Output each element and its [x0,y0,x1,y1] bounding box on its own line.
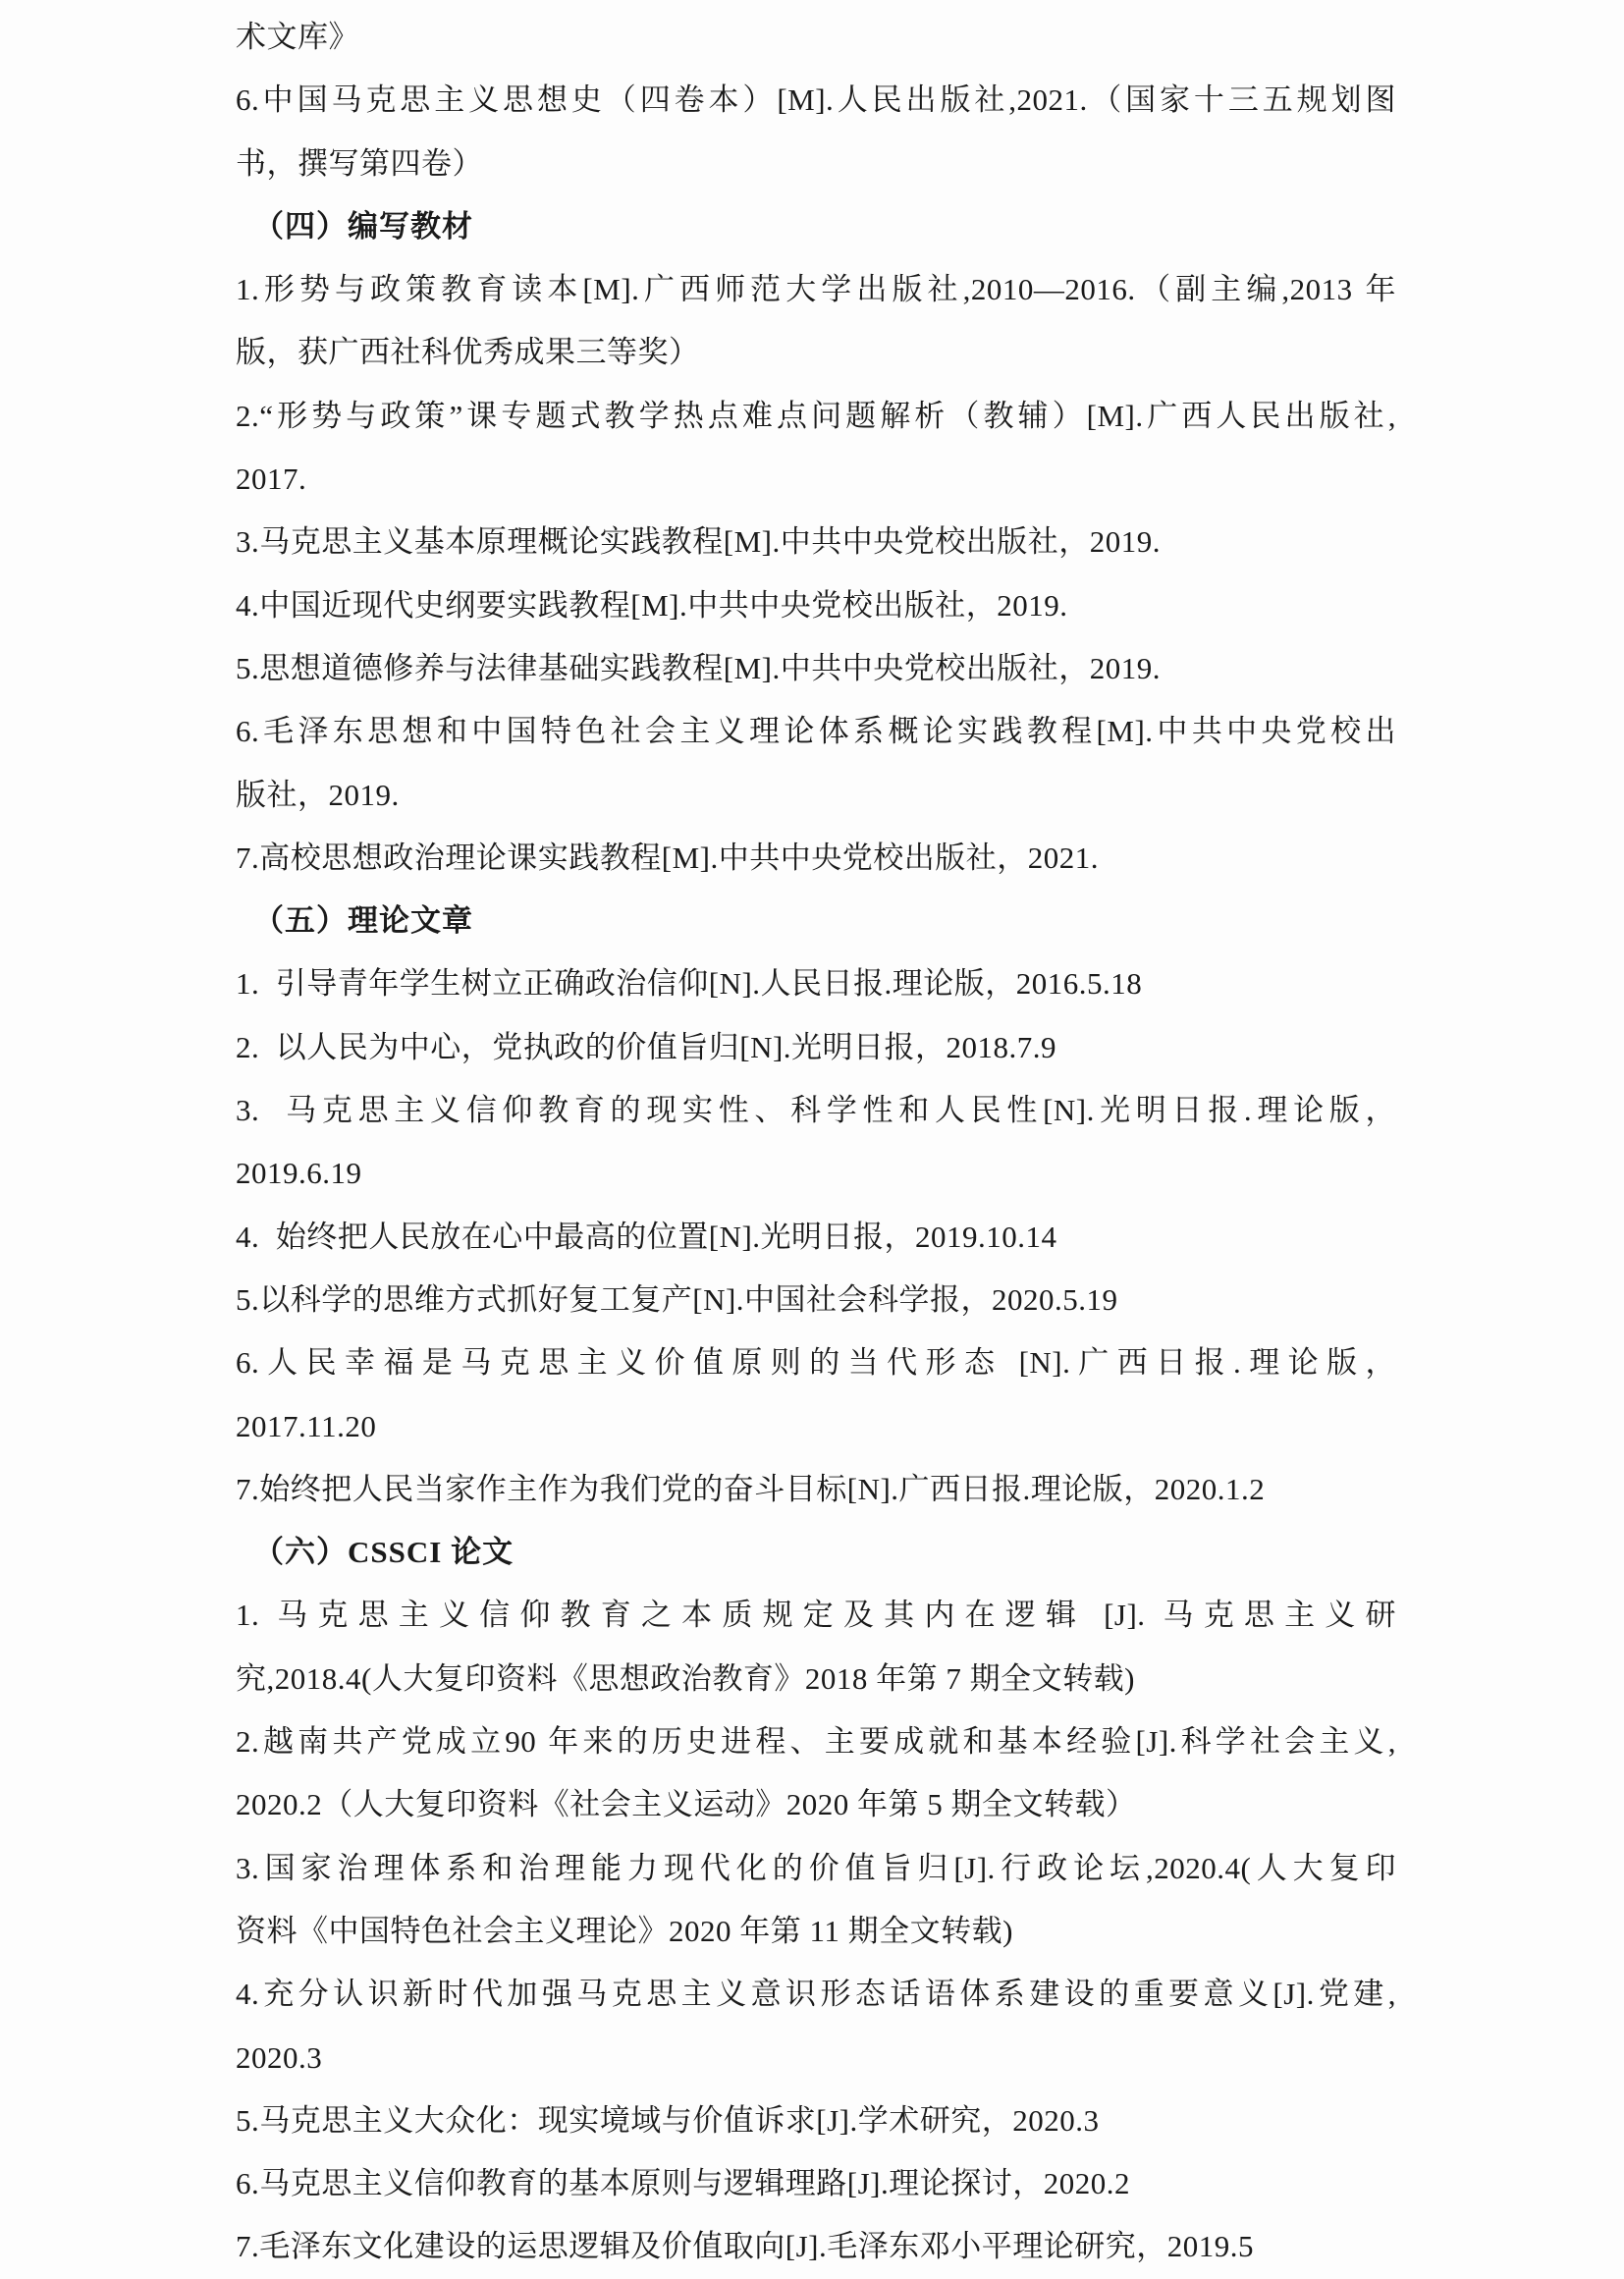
section-heading: （六）CSSCI 论文 [253,1535,514,1570]
text-line: 3.国家治理体系和治理能力现代化的价值旨归[J].行政论坛,2020.4(人大复印 [236,1850,1396,1885]
text-line: 究,2018.4(人大复印资料《思想政治教育》2018 年第 7 期全文转载) [236,1660,1135,1696]
text-line: 2.越南共产党成立90 年来的历史进程、主要成就和基本经验[J].科学社会主义, [236,1724,1396,1760]
text-line: 4. 始终把人民放在心中最高的位置[N].光明日报，2019.10.14 [236,1219,1057,1254]
text-line: 5.以科学的思维方式抓好复工复产[N].中国社会科学报，2020.5.19 [236,1281,1118,1317]
text-line: 1. 引导青年学生树立正确政治信仰[N].人民日报.理论版，2016.5.18 [236,966,1143,1002]
document-body [236,6,1396,2279]
text-line: 1. 马克思主义信仰教育之本质规定及其内在逻辑 [J]. 马克思主义研 [236,1598,1396,1633]
text-line: 术文库》 [236,20,359,54]
text-line: 7.毛泽东文化建设的运思逻辑及价值取向[J].毛泽东邓小平理论研究，2019.5 [236,2229,1254,2264]
text-line: 6.马克思主义信仰教育的基本原则与逻辑理路[J].理论探讨，2020.2 [236,2166,1130,2201]
section-heading: （五）理论文章 [253,903,473,939]
text-line: 4.充分认识新时代加强马克思主义意识形态话语体系建设的重要意义[J].党建, [236,1977,1396,2012]
text-line: 书，撰写第四卷） [236,145,483,181]
section-heading: （四）编写教材 [253,208,473,244]
text-line: 6.人民幸福是马克思主义价值原则的当代形态 [N].广西日报.理论版， [236,1345,1396,1381]
text-line: 2020.2（人大复印资料《社会主义运动》2020 年第 5 期全文转载） [236,1787,1137,1822]
text-line: 2020.3 [236,2039,323,2075]
text-line: 2017. [236,461,307,497]
text-line: 5.马克思主义大众化：现实境域与价值诉求[J].学术研究，2020.3 [236,2102,1100,2138]
text-line: 7.始终把人民当家作主作为我们党的奋斗目标[N].广西日报.理论版，2020.1.2 [236,1471,1266,1506]
text-line: 2017.11.20 [236,1408,377,1443]
text-line: 5.思想道德修养与法律基础实践教程[M].中共中央党校出版社，2019. [236,650,1161,685]
text-line: 3. 马克思主义信仰教育的现实性、科学性和人民性[N].光明日报.理论版， [236,1093,1396,1128]
text-line: 3.马克思主义基本原理概论实践教程[M].中共中央党校出版社，2019. [236,524,1161,560]
text-line: 6.中国马克思主义思想史（四卷本）[M].人民出版社,2021.（国家十三五规划图 [236,82,1396,118]
text-line: 1.形势与政策教育读本[M].广西师范大学出版社,2010—2016.（副主编,2013 年 [236,272,1396,307]
text-line: 4.中国近现代史纲要实践教程[M].中共中央党校出版社，2019. [236,587,1068,623]
text-line: 2019.6.19 [236,1156,362,1191]
text-line: 资料《中国特色社会主义理论》2020 年第 11 期全文转载) [236,1913,1013,1948]
text-line: 7.高校思想政治理论课实践教程[M].中共中央党校出版社，2021. [236,840,1099,875]
text-line: 2. 以人民为中心，党执政的价值旨归[N].光明日报，2018.7.9 [236,1029,1057,1064]
text-line: 2.“形势与政策”课专题式教学热点难点问题解析（教辅）[M].广西人民出版社, [236,398,1396,433]
text-line: 版社，2019. [236,777,400,812]
text-line: 6.毛泽东思想和中国特色社会主义理论体系概论实践教程[M].中共中央党校出 [236,714,1396,749]
text-line: 版，获广西社科优秀成果三等奖） [236,335,700,370]
